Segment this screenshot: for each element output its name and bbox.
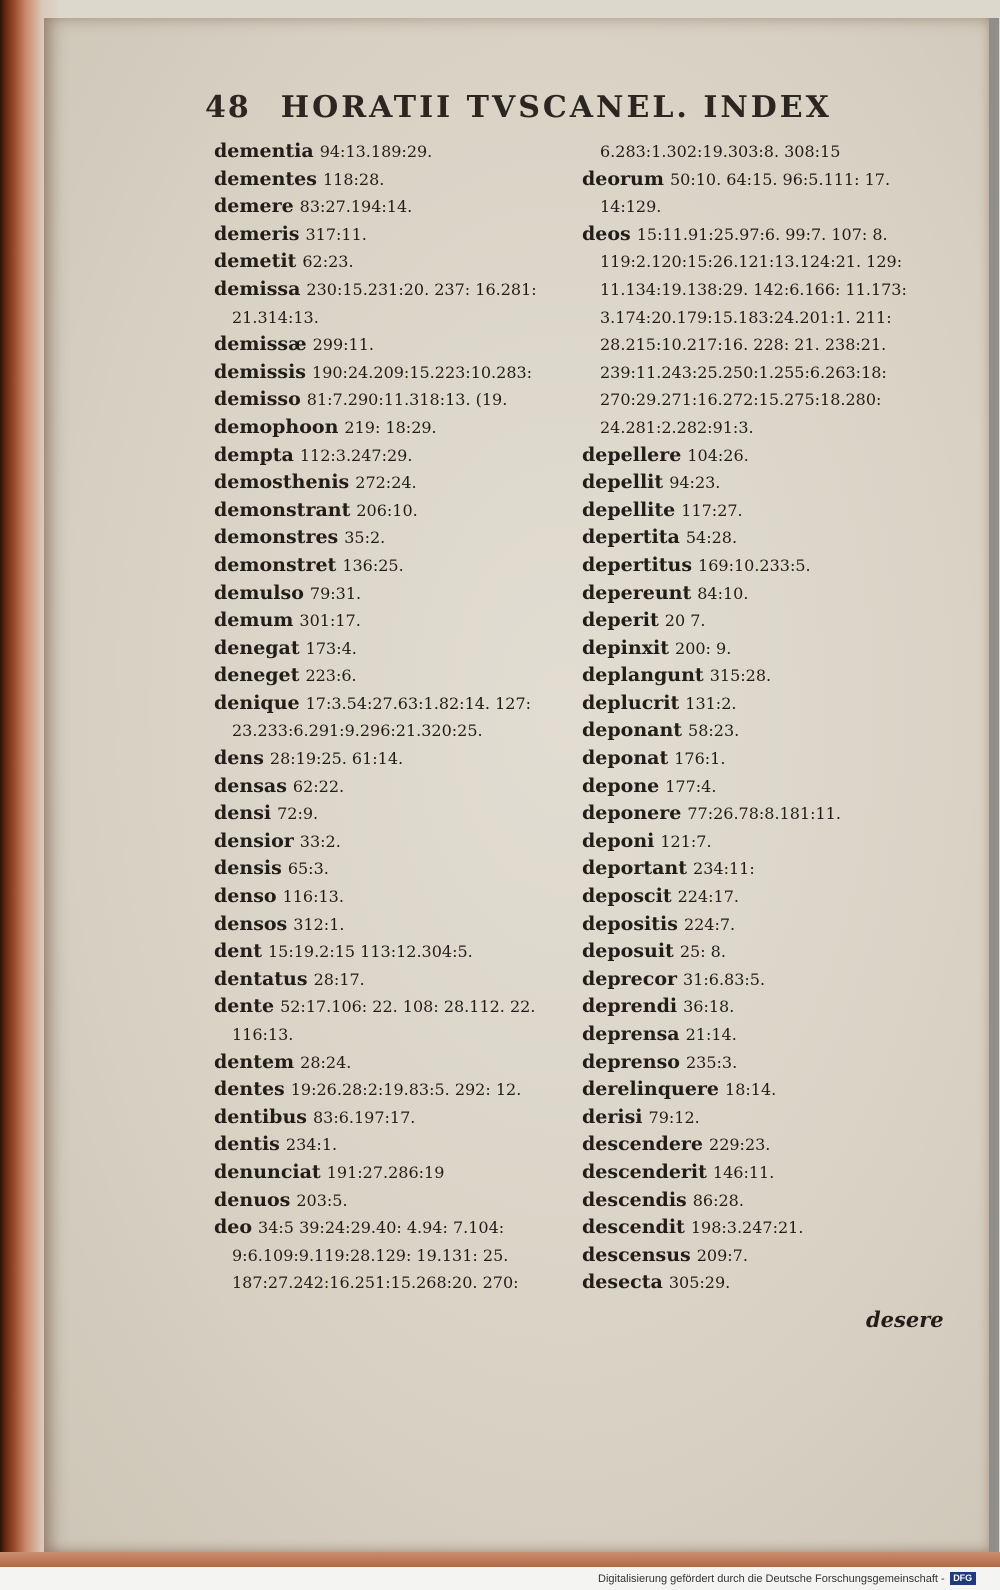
index-headword: demissa	[214, 277, 301, 300]
index-headword: dempta	[214, 443, 294, 466]
index-entry	[214, 911, 574, 939]
index-entry	[582, 359, 952, 387]
index-entry	[214, 552, 574, 580]
index-headword: deponere	[582, 802, 682, 825]
index-headword: deneget	[214, 664, 300, 687]
index-headword: deprenso	[582, 1050, 680, 1073]
index-entry	[214, 1187, 574, 1215]
index-entry	[582, 524, 952, 552]
index-column-left	[214, 138, 574, 1297]
index-headword: densi	[214, 802, 272, 825]
index-references: 234:11:	[693, 859, 755, 879]
index-headword: denique	[214, 691, 300, 714]
index-entry	[582, 662, 952, 690]
index-headword: deo	[214, 1216, 253, 1239]
index-references: 317:11.	[305, 224, 367, 244]
index-references: 17:3.54:27.63:1.82:14. 127:	[305, 693, 532, 713]
index-references: 224:7.	[683, 914, 736, 934]
index-references: 83:27.194:14.	[299, 197, 413, 217]
index-entry	[582, 331, 952, 359]
index-headword: depinxit	[582, 636, 670, 659]
index-entry	[582, 1159, 952, 1187]
index-entry	[214, 276, 574, 304]
index-references: 28.215:10.217:16. 228: 21. 238:21.	[600, 335, 887, 355]
index-entry	[582, 1076, 952, 1104]
index-entry	[214, 662, 574, 690]
index-references: 50:10. 64:15. 96:5.111: 17.	[669, 169, 891, 189]
index-entry	[214, 193, 574, 221]
index-references: 187:27.242:16.251:15.268:20. 270:	[232, 1273, 519, 1293]
index-references: 191:27.286:19	[326, 1162, 445, 1182]
index-column-right	[582, 138, 952, 1297]
index-entry	[582, 773, 952, 801]
index-references: 206:10.	[356, 500, 418, 520]
index-references: 190:24.209:15.223:10.283:	[312, 362, 533, 382]
index-headword: denunciat	[214, 1160, 321, 1183]
index-references: 20 7.	[664, 611, 706, 631]
index-entry	[582, 166, 952, 194]
index-headword: dentis	[214, 1133, 280, 1156]
index-headword: denso	[214, 885, 277, 908]
index-references: 270:29.271:16.272:15.275:18.280:	[600, 390, 882, 410]
index-references: 146:11.	[712, 1162, 775, 1182]
index-references: 23.233:6.291:9.296:21.320:25.	[232, 721, 483, 741]
index-references: 3.174:20.179:15.183:24.201:1. 211:	[600, 307, 892, 327]
index-references: 230:15.231:20. 237: 16.281:	[306, 279, 537, 299]
index-references: 305:29.	[668, 1273, 731, 1293]
index-headword: demum	[214, 609, 294, 632]
index-entry	[214, 331, 574, 359]
index-entry	[582, 607, 952, 635]
index-entry	[582, 883, 952, 911]
index-references: 315:28.	[709, 666, 772, 686]
index-entry	[214, 883, 574, 911]
index-entry	[214, 580, 574, 608]
index-references: 9:6.109:9.119:28.129: 19.131: 25.	[232, 1245, 509, 1265]
index-entry	[582, 1049, 952, 1077]
index-references: 198:3.247:21.	[690, 1218, 804, 1238]
index-references: 25: 8.	[679, 942, 726, 962]
index-references: 112:3.247:29.	[299, 445, 413, 465]
index-entry	[582, 1242, 952, 1270]
index-entry	[582, 1269, 952, 1297]
index-references: 19:26.28:2:19.83:5. 292: 12.	[290, 1080, 522, 1100]
index-headword: descensus	[582, 1243, 691, 1266]
index-references: 136:25.	[342, 555, 404, 575]
index-references: 301:17.	[299, 611, 361, 631]
index-references: 6.283:1.302:19.303:8. 308:15	[600, 142, 841, 161]
index-headword: deplangunt	[582, 664, 704, 687]
index-headword: depositis	[582, 912, 678, 935]
index-references: 21.314:13.	[232, 307, 319, 327]
running-title: HORATII TVSCANEL. INDEX	[280, 90, 832, 125]
index-entry	[582, 386, 952, 414]
index-entry	[214, 993, 574, 1021]
index-references: 21:14.	[685, 1025, 737, 1044]
index-headword: demonstrant	[214, 498, 351, 521]
index-headword: demere	[214, 195, 294, 218]
index-entry	[214, 690, 574, 718]
index-headword: descendere	[582, 1133, 704, 1156]
index-headword: derisi	[582, 1105, 643, 1128]
catchword: desere	[866, 1307, 944, 1332]
index-headword: descendis	[582, 1188, 687, 1211]
index-headword: dente	[214, 995, 275, 1018]
index-headword: descenderit	[582, 1160, 707, 1183]
index-headword: descendit	[582, 1216, 685, 1239]
index-references: 52:17.106: 22. 108: 28.112. 22.	[280, 997, 536, 1017]
index-headword: dent	[214, 940, 262, 963]
index-references: 18:14.	[725, 1080, 777, 1100]
index-references: 312:1.	[293, 914, 345, 934]
index-references: 54:28.	[685, 528, 738, 548]
index-references: 36:18.	[683, 997, 735, 1017]
index-references: 84:10.	[697, 583, 749, 603]
index-headword: demissis	[214, 360, 307, 383]
index-entry	[214, 359, 574, 387]
index-entry	[582, 966, 952, 994]
index-headword: densos	[214, 912, 288, 935]
index-references: 28:24.	[300, 1052, 352, 1072]
index-entry	[582, 717, 952, 745]
index-references: 83:6.197:17.	[312, 1107, 416, 1127]
index-entry	[214, 800, 574, 828]
index-entry	[582, 1021, 952, 1049]
index-headword: deperit	[582, 609, 659, 632]
index-entry	[582, 635, 952, 663]
index-entry	[582, 911, 952, 939]
index-headword: deposuit	[582, 940, 674, 963]
index-headword: depellite	[582, 498, 676, 521]
index-references: 177:4.	[665, 776, 717, 796]
index-references: 79:31.	[309, 583, 362, 603]
index-references: 235:3.	[685, 1052, 738, 1072]
index-entry	[582, 276, 952, 304]
index-headword: desecta	[582, 1271, 663, 1294]
index-references: 176:1.	[674, 749, 726, 769]
index-headword: deponant	[582, 719, 683, 742]
index-entry	[582, 1104, 952, 1132]
index-headword: depone	[582, 774, 660, 797]
index-references: 223:6.	[305, 666, 357, 686]
index-headword: dentem	[214, 1050, 295, 1073]
index-references: 11.134:19.138:29. 142:6.166: 11.173:	[600, 279, 907, 299]
index-headword: denegat	[214, 636, 300, 659]
index-entry	[214, 938, 574, 966]
index-references: 24.281:2.282:91:3.	[600, 417, 754, 437]
index-references: 72:9.	[277, 804, 319, 824]
page-number: 48	[205, 90, 251, 125]
index-entry	[582, 745, 952, 773]
index-references: 62:23.	[302, 252, 354, 272]
index-entry	[214, 304, 574, 332]
index-entry	[214, 773, 574, 801]
index-entry	[214, 717, 574, 745]
index-entry	[214, 138, 574, 166]
digitization-credit	[598, 1572, 976, 1585]
index-references: 33:2.	[299, 831, 341, 851]
index-references: 219: 18:29.	[344, 417, 437, 437]
index-entry	[214, 1021, 574, 1049]
index-references: 28:17.	[313, 969, 365, 989]
page-header	[205, 90, 865, 140]
index-references: 28:19:25. 61:14.	[269, 749, 404, 769]
index-headword: deprensa	[582, 1023, 680, 1045]
index-headword: dentibus	[214, 1105, 307, 1128]
index-entry	[582, 1131, 952, 1159]
index-headword: demetit	[214, 250, 297, 273]
index-references: 15:19.2:15 113:12.304:5.	[267, 942, 473, 962]
index-references: 272:24.	[355, 473, 417, 493]
index-references: 131:2.	[685, 693, 737, 713]
index-entry	[582, 938, 952, 966]
index-entry	[214, 966, 574, 994]
index-entry	[582, 469, 952, 497]
index-references: 229:23.	[709, 1135, 771, 1155]
index-entry	[214, 828, 574, 856]
index-references: 94:23.	[669, 473, 721, 493]
index-references: 234:1.	[285, 1135, 338, 1155]
credit-text: Digitalisierung gefördert durch die Deutsche Forschungsgemeinschaft -	[598, 1572, 945, 1585]
index-references: 121:7.	[660, 831, 712, 851]
index-headword: demonstret	[214, 553, 337, 576]
index-entry	[214, 1159, 574, 1187]
index-references: 118:28.	[322, 169, 385, 189]
index-references: 173:4.	[305, 638, 357, 658]
index-headword: deprecor	[582, 967, 678, 990]
index-entry	[214, 635, 574, 663]
index-entry	[582, 442, 952, 470]
index-entry	[214, 386, 574, 414]
index-entry	[214, 1269, 574, 1297]
index-entry	[214, 166, 574, 194]
index-entry	[214, 745, 574, 773]
index-headword: demulso	[214, 581, 304, 604]
index-headword: dens	[214, 747, 264, 770]
index-entry	[582, 497, 952, 525]
index-headword: deponi	[582, 829, 655, 852]
index-headword: deorum	[582, 167, 664, 190]
index-entry	[214, 1076, 574, 1104]
index-headword: densas	[214, 774, 287, 797]
index-references: 119:2.120:15:26.121:13.124:21. 129:	[600, 252, 903, 272]
index-headword: deplucrit	[582, 691, 680, 714]
index-references: 239:11.243:25.250:1.255:6.263:18:	[600, 362, 887, 382]
index-references: 77:26.78:8.181:11.	[687, 804, 841, 824]
index-entry	[582, 828, 952, 856]
index-headword: depereunt	[582, 581, 692, 604]
index-headword: dentatus	[214, 967, 308, 990]
index-entry	[582, 304, 952, 332]
index-references: 15:11.91:25.97:6. 99:7. 107: 8.	[636, 224, 888, 244]
index-references: 81:7.290:11.318:13. (19.	[306, 390, 508, 410]
index-references: 94:13.189:29.	[319, 142, 433, 161]
index-headword: derelinquere	[582, 1078, 720, 1101]
index-headword: demophoon	[214, 415, 339, 438]
index-entry	[582, 580, 952, 608]
index-references: 14:129.	[600, 197, 662, 217]
dfg-logo: DFG	[950, 1572, 976, 1585]
index-references: 116:13.	[282, 887, 344, 907]
index-headword: depertita	[582, 526, 680, 549]
index-references: 104:26.	[687, 445, 749, 465]
index-entry	[214, 1242, 574, 1270]
index-references: 209:7.	[696, 1245, 748, 1265]
index-references: 116:13.	[232, 1025, 294, 1044]
index-headword: depertitus	[582, 553, 693, 576]
index-entry	[582, 414, 952, 442]
index-headword: deos	[582, 222, 631, 245]
index-entry	[214, 1214, 574, 1242]
index-entry	[214, 414, 574, 442]
index-entry	[214, 248, 574, 276]
index-entry	[582, 1214, 952, 1242]
index-headword: depellit	[582, 471, 664, 494]
index-headword: demissæ	[214, 333, 307, 356]
index-references: 200: 9.	[675, 638, 732, 658]
index-entry	[582, 800, 952, 828]
index-headword: dementes	[214, 167, 317, 190]
index-entry	[214, 497, 574, 525]
index-headword: deposcit	[582, 885, 672, 908]
index-entry	[214, 442, 574, 470]
index-entry	[582, 993, 952, 1021]
index-entry	[214, 855, 574, 883]
index-references: 224:17.	[677, 887, 739, 907]
index-entry	[214, 469, 574, 497]
index-references: 117:27.	[681, 500, 743, 520]
index-references: 86:28.	[692, 1190, 744, 1210]
index-headword: dementia	[214, 140, 314, 162]
index-entry	[582, 138, 952, 166]
index-entry	[214, 1049, 574, 1077]
index-references: 31:6.83:5.	[683, 969, 766, 989]
page-edge	[0, 1552, 1000, 1567]
index-headword: deprendi	[582, 995, 678, 1018]
index-headword: dentes	[214, 1078, 285, 1101]
index-entry	[582, 690, 952, 718]
index-references: 35:2.	[344, 528, 386, 548]
index-entry	[214, 1104, 574, 1132]
index-references: 299:11.	[312, 335, 374, 355]
index-entry	[582, 221, 952, 249]
index-entry	[582, 552, 952, 580]
index-references: 65:3.	[287, 859, 329, 879]
index-references: 62:22.	[292, 776, 345, 796]
index-headword: denuos	[214, 1188, 291, 1211]
index-entry	[582, 193, 952, 221]
index-entry	[214, 1131, 574, 1159]
index-headword: densis	[214, 857, 282, 880]
index-headword: densior	[214, 829, 294, 852]
index-references: 203:5.	[296, 1190, 348, 1210]
index-headword: demeris	[214, 222, 300, 245]
index-references: 34:5 39:24:29.40: 4.94: 7.104:	[258, 1218, 505, 1238]
index-headword: demisso	[214, 388, 301, 411]
index-headword: deponat	[582, 747, 669, 770]
index-entry	[582, 1187, 952, 1215]
index-entry	[214, 221, 574, 249]
index-headword: demosthenis	[214, 471, 350, 494]
index-headword: demonstres	[214, 526, 339, 549]
index-entry	[214, 524, 574, 552]
index-entry	[582, 248, 952, 276]
index-references: 79:12.	[648, 1107, 700, 1127]
index-entry	[214, 607, 574, 635]
index-entry	[582, 855, 952, 883]
index-references: 169:10.233:5.	[698, 555, 811, 575]
index-headword: deportant	[582, 857, 688, 880]
index-references: 58:23.	[688, 721, 740, 741]
index-headword: depellere	[582, 443, 682, 466]
